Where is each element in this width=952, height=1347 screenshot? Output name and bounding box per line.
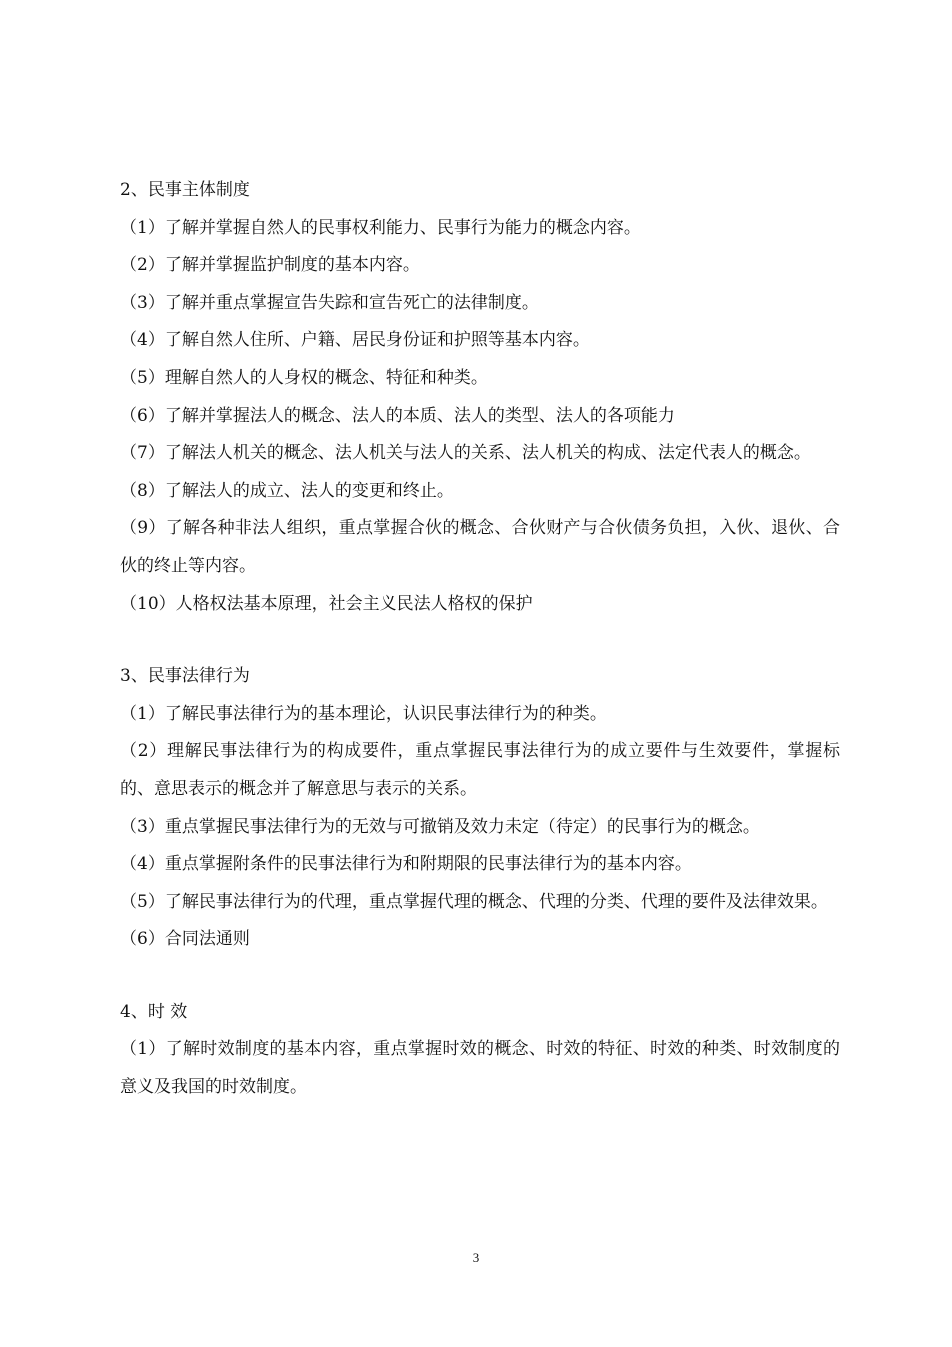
page-number: 3: [472, 1250, 480, 1265]
list-item: （6）了解并掌握法人的概念、法人的本质、法人的类型、法人的各项能力: [120, 405, 675, 426]
list-item: （2）理解民事法律行为的构成要件，重点掌握民事法律行为的成立要件与生效要件，掌握标的、意思表示的概念并了解意思与表示的关系。: [120, 741, 840, 799]
list-item: （7）了解法人机关的概念、法人机关与法人的关系、法人机关的构成、法定代表人的概念。: [120, 443, 811, 464]
list-item: （3）重点掌握民事法律行为的无效与可撤销及效力未定（待定）的民事行为的概念。: [120, 816, 760, 837]
list-item: （5）了解民事法律行为的代理，重点掌握代理的概念、代理的分类、代理的要件及法律效果。: [120, 891, 828, 912]
list-item: （3）了解并重点掌握宣告失踪和宣告死亡的法律制度。: [120, 292, 539, 313]
list-item: （4）重点掌握附条件的民事法律行为和附期限的民事法律行为的基本内容。: [120, 854, 692, 875]
list-item: （10）人格权法基本原理，社会主义民法人格权的保护: [120, 593, 533, 614]
list-item: （1）了解民事法律行为的基本理论，认识民事法律行为的种类。: [120, 703, 607, 724]
section-limitation: [120, 994, 840, 1107]
section-heading: 2、民事主体制度: [120, 180, 250, 200]
list-item: （1）了解并掌握自然人的民事权利能力、民事行为能力的概念内容。: [120, 217, 641, 238]
section-civil-subject-system: [120, 172, 840, 623]
section-heading: 3、民事法律行为: [120, 666, 250, 687]
list-item: （4）了解自然人住所、户籍、居民身份证和护照等基本内容。: [120, 330, 590, 351]
list-item: （2）了解并掌握监护制度的基本内容。: [120, 255, 420, 276]
list-item: （9）了解各种非法人组织，重点掌握合伙的概念、合伙财产与合伙债务负担，入伙、退伙、合伙的终止等内容。: [120, 518, 840, 576]
list-item: （8）了解法人的成立、法人的变更和终止。: [120, 480, 454, 501]
section-civil-legal-acts: [120, 658, 840, 959]
list-item: （1）了解时效制度的基本内容，重点掌握时效的概念、时效的特征、时效的种类、时效制度的意义及我国的时效制度。: [120, 1039, 840, 1098]
page-content: [120, 172, 840, 1142]
list-item: （6）合同法通则: [120, 929, 250, 950]
list-item: （5）理解自然人的人身权的概念、特征和种类。: [120, 367, 488, 388]
section-heading: 4、时 效: [120, 1001, 188, 1022]
